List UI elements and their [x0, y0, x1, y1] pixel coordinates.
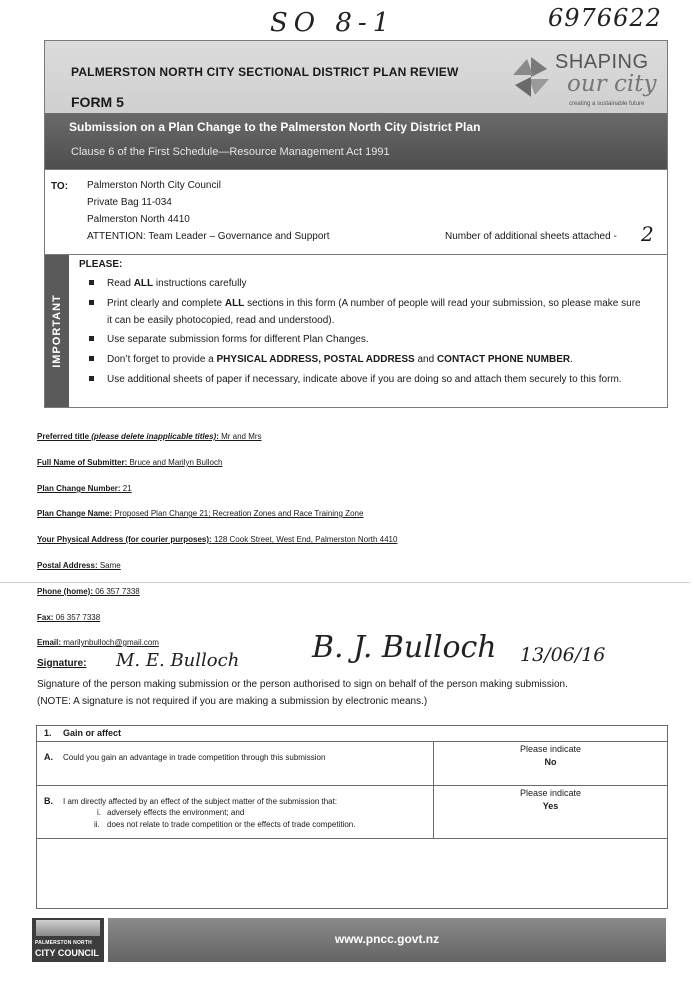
review-title: PALMERSTON NORTH CITY SECTIONAL DISTRICT PLAN REVIEW	[71, 65, 459, 79]
additional-sheets-value: 2	[641, 222, 654, 246]
logo-text-line: PALMERSTON NORTH	[35, 940, 92, 946]
signature-note	[37, 676, 647, 710]
section-number: 1.	[44, 728, 52, 738]
please-label: PLEASE:	[79, 259, 123, 270]
field-label: Fax:	[37, 613, 54, 622]
handwritten-reference-number: 6976622	[548, 4, 662, 32]
field-value: Mr and Mrs	[218, 432, 262, 441]
emphasis-text: CONTACT PHONE NUMBER	[436, 354, 571, 365]
address-attention-line: ATTENTION: Team Leader – Governance and Support	[87, 231, 330, 242]
footer-band	[108, 918, 666, 962]
signature-date: 13/06/16	[520, 644, 606, 666]
important-section	[44, 254, 668, 408]
field-value: Bruce and Marilyn Bulloch	[127, 458, 223, 467]
instruction-item	[107, 371, 647, 388]
address-line: Palmerston North 4410	[87, 214, 190, 225]
important-side-bar	[45, 255, 69, 407]
address-line: Private Bag 11-034	[87, 197, 172, 208]
phone-field	[37, 587, 140, 596]
answer-value: Yes	[542, 801, 559, 811]
title-band	[45, 113, 667, 169]
field-label: Your Physical Address (for courier purposes):	[37, 535, 212, 544]
field-note: (please delete inapplicable titles)	[91, 432, 217, 441]
signature-label: Signature:	[37, 658, 87, 669]
instruction-item	[107, 295, 647, 329]
clause-reference: Clause 6 of the First Schedule—Resource Management Act 1991	[71, 146, 390, 158]
question-row-a	[37, 742, 667, 786]
instruction-text: and	[414, 354, 437, 365]
field-value: Proposed Plan Change 21; Recreation Zones and Race Training Zone	[112, 509, 364, 518]
please-indicate-label: Please indicate	[519, 788, 582, 798]
field-value: 06 357 7338	[93, 587, 140, 596]
to-label: TO:	[51, 181, 69, 192]
city-council-logo	[32, 918, 104, 962]
question-text: I am directly affected by an effect of the subject matter of the submission that:	[63, 797, 338, 806]
answer-cell-b	[433, 786, 667, 838]
fax-field	[37, 613, 100, 622]
form-number: FORM 5	[71, 94, 124, 110]
logo-text-line: CITY COUNCIL	[35, 948, 99, 958]
submitter-name-field	[37, 458, 222, 467]
signature-marilyn: M. E. Bulloch	[116, 650, 240, 671]
emphasis-text: PHYSICAL ADDRESS, POSTAL ADDRESS	[216, 354, 415, 365]
field-label: Plan Change Number:	[37, 484, 121, 493]
instruction-text: Don’t forget to provide a	[107, 354, 217, 365]
logo-shaping-text: SHAPING	[555, 51, 649, 73]
field-value: 21	[120, 484, 132, 493]
field-label: Full Name of Submitter:	[37, 458, 128, 467]
field-label: Phone (home):	[37, 587, 93, 596]
field-label: Postal Address:	[37, 561, 98, 570]
to-section	[44, 168, 668, 255]
page-footer	[32, 916, 666, 962]
emphasis-text: ALL	[133, 278, 154, 289]
submission-title: Submission on a Plan Change to the Palmerston North City District Plan	[69, 120, 481, 134]
additional-sheets-label: Number of additional sheets attached -	[445, 231, 617, 242]
plan-change-number-field	[37, 484, 132, 493]
gain-or-affect-table	[36, 725, 668, 909]
gain-table-heading	[37, 726, 667, 742]
field-value: marilynbulloch@gmail.com	[61, 638, 159, 647]
instruction-text: .	[570, 354, 573, 365]
answer-cell-a	[433, 742, 667, 785]
please-indicate-label: Please indicate	[519, 744, 582, 754]
signature-bruce: B. J. Bulloch	[312, 630, 497, 665]
form-header	[44, 40, 668, 170]
signature-note-line: (NOTE: A signature is not required if you are making a submission by electronic means.)	[37, 696, 428, 707]
field-value: 128 Cook Street, West End, Palmerston North 4410	[211, 535, 398, 544]
shaping-our-city-logo	[511, 49, 661, 111]
field-value: 06 357 7338	[53, 613, 101, 622]
email-field	[37, 638, 159, 647]
postal-address-field	[37, 561, 121, 570]
sub-item-text: adversely effects the environment; and	[107, 808, 245, 817]
important-label: IMPORTANT	[51, 294, 63, 368]
question-row-b	[37, 786, 667, 839]
instruction-text: Use separate submission forms for different Plan Changes.	[107, 334, 369, 345]
question-letter: A.	[44, 752, 53, 762]
field-colon: :	[216, 432, 219, 441]
instruction-text: Read	[107, 278, 134, 289]
address-line: Palmerston North City Council	[87, 180, 221, 191]
logo-skyline-icon	[36, 920, 100, 936]
physical-address-field	[37, 535, 397, 544]
logo-tagline: creating a sustainable future	[569, 101, 645, 107]
question-letter: B.	[44, 796, 53, 806]
instruction-text: sections in this form (A number of people will read your submission, so please make sure it can be easily photocopied, read and understood).	[107, 298, 641, 326]
section-heading: Gain or affect	[63, 728, 122, 738]
instruction-text: Use additional sheets of paper if necessary, indicate above if you are doing so and attach them securely to this form.	[107, 374, 622, 385]
logo-our-city-text: our city	[567, 71, 657, 97]
emphasis-text: ALL	[224, 298, 245, 309]
answer-value: No	[544, 757, 557, 767]
plan-change-name-field	[37, 509, 363, 518]
field-value: Same	[97, 561, 121, 570]
sub-item-text: does not relate to trade competition or the effects of trade competition.	[107, 820, 356, 829]
field-label: Preferred title	[37, 432, 90, 441]
sub-item-number: ii.	[94, 820, 100, 829]
instruction-item	[107, 275, 647, 292]
scan-divider-line	[0, 582, 690, 583]
question-text: Could you gain an advantage in trade competition through this submission	[63, 753, 326, 762]
handwritten-so-number: SO 8-1	[270, 8, 396, 38]
sub-item-number: i.	[97, 808, 101, 817]
field-label: Plan Change Name:	[37, 509, 113, 518]
preferred-title-field	[37, 432, 262, 441]
signature-note-line: Signature of the person making submission or the person authorised to sign on behalf of the person making submission.	[37, 679, 568, 690]
instruction-item	[107, 351, 647, 368]
instruction-text: Print clearly and complete	[107, 298, 225, 309]
instruction-item	[107, 331, 647, 348]
footer-website-link[interactable]: www.pncc.govt.nz	[334, 932, 440, 946]
field-label: Email:	[37, 638, 62, 647]
instruction-text: instructions carefully	[153, 278, 247, 289]
logo-pinwheel-icon	[511, 55, 551, 99]
